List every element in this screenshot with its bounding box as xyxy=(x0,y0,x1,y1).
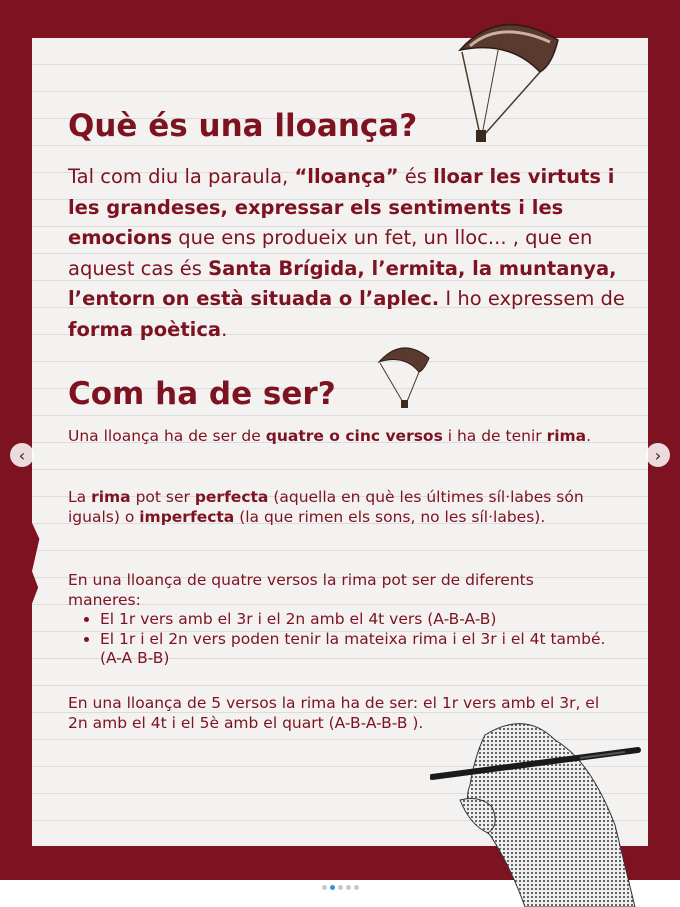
emphasis-text: Santa Brígida, l’ermita, la muntanya, l’entorn on està situada o l’aplec. xyxy=(68,256,617,310)
chevron-left-icon: ‹ xyxy=(18,445,26,465)
emphasis-text: forma poètica xyxy=(68,317,222,341)
section-title-what-is: Què és una lloança? xyxy=(68,108,418,144)
text-span: . xyxy=(221,317,228,341)
text-span: (aquella en què les últimes síl·labes són iguals) o xyxy=(68,488,584,526)
carousel-dot[interactable] xyxy=(338,885,343,890)
section-title-how: Com ha de ser? xyxy=(68,376,336,412)
list-item: • El 1r vers amb el 3r i el 2n amb el 4t vers (A-B-A-B) xyxy=(100,610,608,630)
text-span: és xyxy=(398,165,434,188)
text-span: i ha de tenir xyxy=(442,427,547,445)
emphasis-text: quatre o cinc versos xyxy=(265,427,443,445)
paragraph-five-verses: En una lloança de 5 versos la rima ha de ser: el 1r vers amb el 3r, el 2n amb el 4t i el 5è amb el quart (A-B-A-B-B ). xyxy=(68,694,600,732)
emphasis-text: imperfecta xyxy=(139,507,235,526)
paragraph-verses xyxy=(68,427,608,447)
parachute-illustration-large xyxy=(440,10,570,150)
text-span: (la que rimen els sons, no les síl·labes). xyxy=(234,507,546,526)
text-span: Una lloança ha de ser de xyxy=(68,427,266,445)
text-span: . xyxy=(586,427,592,445)
carousel-prev-button[interactable] xyxy=(10,443,34,467)
text-span: Tal com diu la paraula, xyxy=(68,165,295,188)
paragraph-rhyme xyxy=(68,488,608,527)
text-span: La xyxy=(68,488,92,506)
emphasis-text: “lloança” xyxy=(294,165,399,188)
parachute-illustration-small xyxy=(374,340,434,412)
emphasis-text: lloar les virtuts i les grandeses, expressar els sentiments i les emocions xyxy=(68,165,615,249)
text-span: que ens produeix un fet, un lloc... , que en aquest cas és xyxy=(68,226,593,280)
four-verses-intro: En una lloança de quatre versos la rima pot ser de diferents maneres: xyxy=(68,571,534,609)
carousel-dot[interactable] xyxy=(330,885,335,890)
emphasis-text: perfecta xyxy=(194,488,269,506)
text-span: pot ser xyxy=(130,488,195,506)
carousel-dot[interactable] xyxy=(346,885,351,890)
paragraph-four-verses xyxy=(68,571,608,669)
rhyme-schemes-list xyxy=(68,610,608,669)
hand-with-pen-illustration xyxy=(430,715,650,907)
section-intro-text xyxy=(68,162,628,345)
carousel-next-button[interactable] xyxy=(646,443,670,467)
carousel-pagination xyxy=(0,885,680,890)
carousel-dot[interactable] xyxy=(354,885,359,890)
emphasis-text: rima xyxy=(91,488,131,506)
list-item: • El 1r i el 2n vers poden tenir la mateixa rima i el 3r i el 4t també. (A-A B-B) xyxy=(100,630,608,669)
carousel-dot[interactable] xyxy=(322,885,327,890)
text-span: I ho expressem de xyxy=(439,287,625,310)
chevron-right-icon: › xyxy=(654,445,662,465)
emphasis-text: rima xyxy=(546,427,587,445)
